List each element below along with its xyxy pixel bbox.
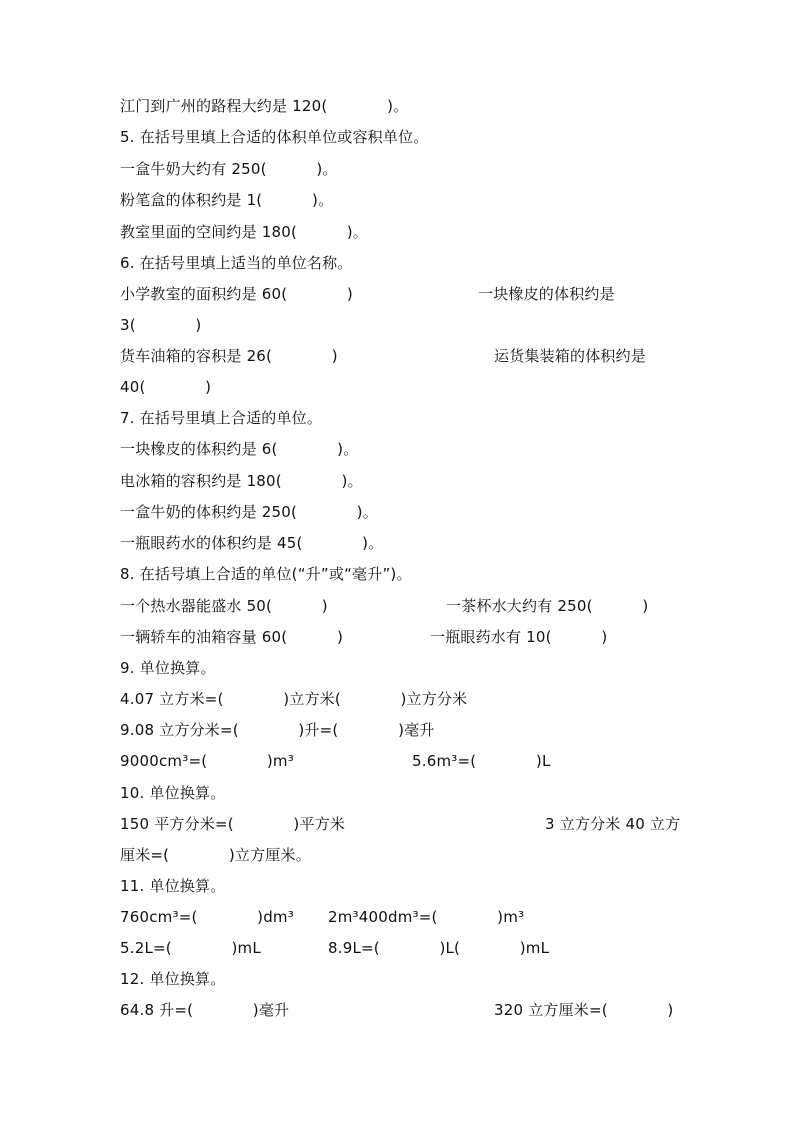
section-heading: 8. 在括号填上合适的单位(“升”或“毫升”)。 — [120, 565, 412, 583]
question-line: 9000cm³=( )m³ — [120, 752, 294, 770]
question-line: 5.6m³=( )L — [412, 752, 551, 770]
question-line: 小学教室的面积约是 60( ) — [120, 285, 353, 303]
section-heading: 9. 单位换算。 — [120, 659, 216, 677]
question-line: 一块橡皮的体积约是 — [478, 285, 615, 303]
question-line: 3 立方分米 40 立方 — [545, 815, 681, 833]
question-line: 3( ) — [120, 316, 202, 334]
question-line: 64.8 升=( )毫升 — [120, 1001, 290, 1019]
question-line: 厘米=( )立方厘米。 — [120, 846, 311, 864]
question-line: 粉笔盒的体积约是 1( )。 — [120, 191, 334, 209]
question-line: 货车油箱的容积是 26( ) — [120, 347, 338, 365]
question-line: 一盒牛奶的体积约是 250( )。 — [120, 503, 378, 521]
question-line: 9.08 立方分米=( )升=( )毫升 — [120, 721, 435, 739]
question-line: 教室里面的空间约是 180( )。 — [120, 223, 368, 241]
question-line: 760cm³=( )dm³ — [120, 908, 294, 926]
section-heading: 7. 在括号里填上合适的单位。 — [120, 409, 323, 427]
question-line: 2m³400dm³=( )m³ — [328, 908, 525, 926]
question-line: 40( ) — [120, 378, 212, 396]
question-line: 一块橡皮的体积约是 6( )。 — [120, 440, 359, 458]
question-line: 一盒牛奶大约有 250( )。 — [120, 160, 338, 178]
question-line: 电冰箱的容积约是 180( )。 — [120, 472, 363, 490]
question-line: 320 立方厘米=( ) — [494, 1001, 674, 1019]
section-heading: 6. 在括号里填上适当的单位名称。 — [120, 254, 353, 272]
question-line: 一瓶眼药水有 10( ) — [430, 628, 608, 646]
question-line: 150 平方分米=( )平方米 — [120, 815, 346, 833]
question-line: 一茶杯水大约有 250( ) — [446, 597, 649, 615]
question-line: 江门到广州的路程大约是 120( )。 — [120, 97, 409, 115]
question-line: 一辆轿车的油箱容量 60( ) — [120, 628, 344, 646]
question-line: 一瓶眼药水的体积约是 45( )。 — [120, 534, 384, 552]
question-line: 运货集装箱的体积约是 — [494, 347, 647, 365]
section-heading: 11. 单位换算。 — [120, 877, 226, 895]
question-line: 8.9L=( )L( )mL — [328, 939, 550, 957]
question-line: 4.07 立方米=( )立方米( )立方分米 — [120, 690, 468, 708]
section-heading: 12. 单位换算。 — [120, 970, 226, 988]
section-heading: 5. 在括号里填上合适的体积单位或容积单位。 — [120, 128, 429, 146]
section-heading: 10. 单位换算。 — [120, 784, 226, 802]
question-line: 5.2L=( )mL — [120, 939, 261, 957]
question-line: 一个热水器能盛水 50( ) — [120, 597, 328, 615]
